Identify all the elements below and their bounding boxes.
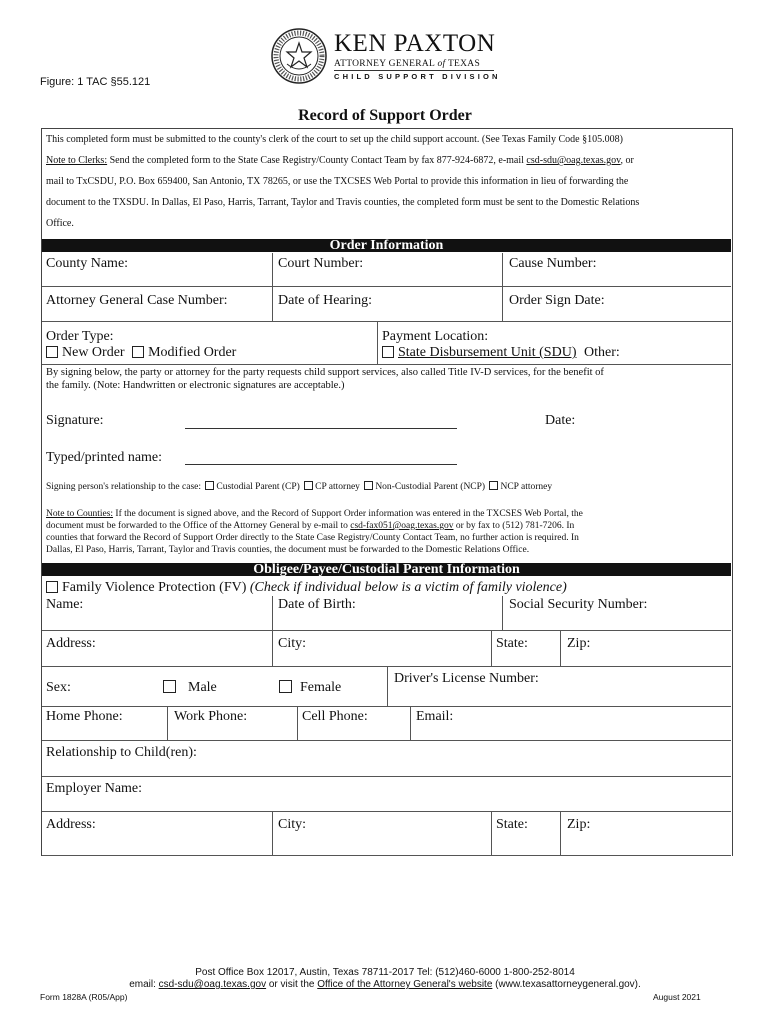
cp-attorney-checkbox[interactable]: [304, 481, 313, 490]
form-date: August 2021: [653, 992, 701, 1002]
dob-label: Date of Birth:: [278, 597, 356, 612]
divider: [42, 321, 731, 322]
ag-title: ATTORNEY GENERAL of TEXAS: [334, 59, 481, 69]
female-option: Female: [279, 680, 341, 696]
divider: [42, 364, 731, 365]
divider: [387, 667, 388, 706]
divider: [297, 707, 298, 740]
counties-email-link[interactable]: csd-fax051@oag.texas.gov: [350, 521, 454, 531]
divider: [560, 812, 561, 855]
divider: [42, 855, 731, 856]
date-of-hearing-label: Date of Hearing:: [278, 293, 373, 308]
modified-order-checkbox[interactable]: [132, 346, 144, 358]
employer-zip-label: Zip:: [567, 817, 591, 832]
signature-line[interactable]: [185, 428, 457, 429]
divider: [502, 596, 503, 630]
employer-name-label: Employer Name:: [46, 781, 143, 796]
divider: [42, 706, 731, 707]
divider: [272, 287, 273, 321]
divider: [502, 287, 503, 321]
payment-location-label: Payment Location:: [382, 329, 489, 344]
name-label: Name:: [46, 597, 84, 612]
ncp-attorney-checkbox[interactable]: [489, 481, 498, 490]
divider: [42, 630, 731, 631]
sdu-checkbox[interactable]: [382, 346, 394, 358]
email-label: Email:: [416, 709, 454, 724]
ssn-label: Social Security Number:: [509, 597, 648, 612]
intro-text: This completed form must be submitted to the county's clerk of the court to set up the child support account. (See Texas Family Code §105.008) Note to Clerks: Send the completed form to the State Case Registry/County Contact Team by fax 877-924-6872, e-mail csd-sdu@oag.texas.gov, or mail to TxCSDU, P.O. Box 659400, San Antonio, TX 78265, or use the TXCSES Web Portal to provide this information in lieu of forwarding the document to the TXSDU. In Dallas, El Paso, Harris, Tarrant, Taylor and Travis counties, the completed form must be sent to the Domestic Relations Office.: [46, 134, 640, 229]
county-name-label: County Name:: [46, 256, 129, 271]
fv-row: Family Violence Protection (FV) (Check if individual below is a victim of family violence): [46, 580, 567, 596]
divider: [272, 812, 273, 855]
counties-note: Note to Counties: If the document is signed above, and the Record of Support Order information was entered in the TXCSES Web Portal, the document must be forwarded to the Office of the Attorney General by e-mail to csd-fax051@oag.texas.gov or by fax to (512) 781-7206. In counties that forward the Record of Support Order directly to the State Case Registry/County Contact Team, no further action is required. In Dallas, El Paso, Harris, Tarrant, Taylor and Travis counties, the document must be forwarded to the Domestic Relations Office.: [46, 509, 583, 555]
divider: [502, 253, 503, 286]
divider: [491, 631, 492, 666]
home-phone-label: Home Phone:: [46, 709, 123, 724]
divider: [42, 740, 731, 741]
divider: [272, 253, 273, 286]
signing-statement: By signing below, the party or attorney for the party requests child support services, also called Title IV-D services, for the benefit of the family. (Note: Handwritten or electronic signatures are acceptable.): [46, 367, 604, 391]
divider: [42, 811, 731, 812]
divider: [560, 631, 561, 666]
footer-contact: email: csd-sdu@oag.texas.gov or visit the Office of the Attorney General's website (www.texasattorneygeneral.gov).: [129, 979, 641, 990]
divider: [42, 286, 731, 287]
sign-date-label: Date:: [545, 413, 576, 428]
divider: [272, 596, 273, 630]
ag-case-number-label: Attorney General Case Number:: [46, 293, 228, 308]
male-checkbox[interactable]: [163, 680, 176, 693]
footer-website-link[interactable]: Office of the Attorney General's website: [317, 979, 493, 990]
footer-email-link[interactable]: csd-sdu@oag.texas.gov: [158, 979, 267, 990]
cp-checkbox[interactable]: [205, 481, 214, 490]
divider: [491, 812, 492, 855]
work-phone-label: Work Phone:: [174, 709, 248, 724]
relationship-options: Signing person's relationship to the case: Custodial Parent (CP) CP attorney Non-Custodial Parent (NCP) NCP attorney: [46, 482, 553, 492]
new-order-checkbox[interactable]: [46, 346, 58, 358]
order-info-heading: Order Information: [42, 239, 731, 252]
divider: [377, 322, 378, 364]
divider: [42, 776, 731, 777]
address-label: Address:: [46, 636, 96, 651]
employer-city-label: City:: [278, 817, 307, 832]
header-rule: [334, 70, 494, 71]
order-sign-date-label: Order Sign Date:: [509, 293, 605, 308]
employer-state-label: State:: [496, 817, 528, 832]
order-type-label: Order Type:: [46, 329, 114, 344]
texas-seal-icon: [271, 28, 327, 84]
obligee-heading: Obligee/Payee/Custodial Parent Information: [42, 563, 731, 576]
court-number-label: Court Number:: [278, 256, 364, 271]
zip-label: Zip:: [567, 636, 591, 651]
footer-address: Post Office Box 12017, Austin, Texas 78711-2017 Tel: (512)460-6000 1-800-252-8014: [195, 967, 575, 978]
ncp-checkbox[interactable]: [364, 481, 373, 490]
typed-name-line[interactable]: [185, 464, 457, 465]
fv-checkbox[interactable]: [46, 581, 58, 593]
figure-label: Figure: 1 TAC §55.121: [40, 76, 151, 88]
clerk-email-link[interactable]: csd-sdu@oag.texas.gov: [526, 155, 621, 166]
male-option: Male: [163, 680, 217, 696]
city-label: City:: [278, 636, 307, 651]
divider: [167, 707, 168, 740]
sex-label: Sex:: [46, 680, 71, 695]
typed-name-label: Typed/printed name:: [46, 450, 163, 465]
dl-number-label: Driver's License Number:: [394, 671, 539, 686]
other-label: Other:: [583, 345, 620, 360]
page-title: Record of Support Order: [298, 107, 472, 124]
division-name: CHILD SUPPORT DIVISION: [334, 72, 501, 81]
form-id: Form 1828A (R05/App): [40, 992, 128, 1002]
ag-name: KEN PAXTON: [334, 30, 496, 57]
signature-label: Signature:: [46, 413, 104, 428]
cause-number-label: Cause Number:: [509, 256, 597, 271]
cell-phone-label: Cell Phone:: [302, 709, 368, 724]
state-label: State:: [496, 636, 528, 651]
female-checkbox[interactable]: [279, 680, 292, 693]
order-type-options: New Order Modified Order: [46, 345, 236, 361]
divider: [410, 707, 411, 740]
relationship-label: Relationship to Child(ren):: [46, 745, 197, 760]
employer-address-label: Address:: [46, 817, 96, 832]
payment-location-options: State Disbursement Unit (SDU) Other:: [382, 345, 620, 361]
divider: [272, 631, 273, 666]
